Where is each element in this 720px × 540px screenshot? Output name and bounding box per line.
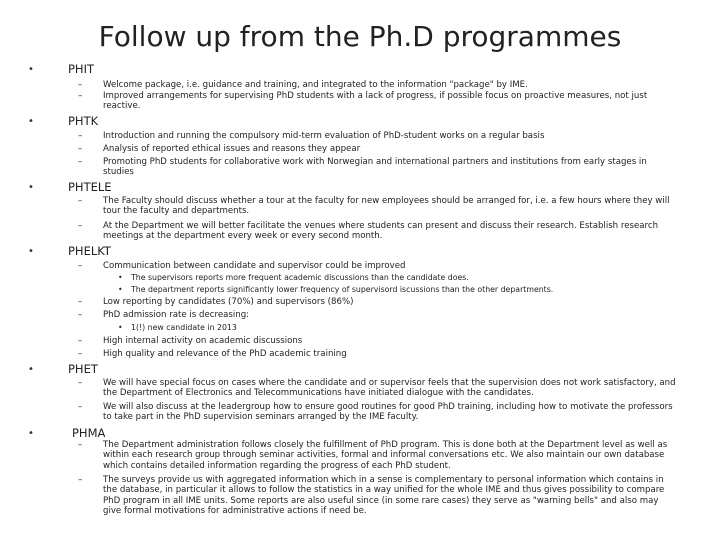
section-bullet: •: [28, 364, 34, 375]
section-bullet: •: [28, 428, 34, 439]
dash-marker: –: [78, 261, 83, 271]
item-text: The Department administration follows closely the fulfillment of PhD program. This is done both at the Department level as well as within each research group through seminar activities, formal and informal conversations etc. We also maintain our own database which contains detailed information regarding the progress of each PhD student.: [103, 440, 668, 471]
dash-marker: –: [78, 349, 83, 359]
section-heading: PHET: [68, 362, 98, 376]
sub-bullet: •: [118, 273, 123, 282]
list-item: [78, 378, 678, 399]
list-item: [78, 131, 678, 141]
section-heading: PHELKT: [68, 244, 111, 258]
dash-marker: –: [78, 336, 83, 346]
list-item: [78, 91, 678, 112]
section-heading: PHTELE: [68, 180, 112, 194]
dash-marker: –: [78, 440, 83, 450]
section-heading: PHIT: [68, 62, 94, 76]
item-text: The surveys provide us with aggregated information which in a sense is complementary to personal information which contains in the database, in particular it allows to follow the statistics in a way unified for the whole IME and thus gives possibility to compare PhD program in all IME units. Some reports are also useful since (in some rare cases) they serve as "warning bells" and also may give formal motivations for administrative actions if need be.: [103, 475, 665, 517]
sub-list-item: [118, 323, 678, 333]
dash-marker: –: [78, 297, 83, 307]
list-item: [78, 196, 678, 217]
item-text: Introduction and running the compulsory mid-term evaluation of PhD-student works on a regular basis: [103, 131, 545, 141]
item-text: Improved arrangements for supervising PhD students with a lack of progress, if possible focus on proactive measures, not just reactive.: [103, 91, 648, 112]
list-item: [78, 297, 678, 307]
list-item: [78, 475, 678, 517]
section-bullet: •: [28, 64, 34, 75]
sub-item-text: The department reports significantly lower frequency of supervisord iscussions than the other departments.: [131, 285, 554, 294]
list-item: [78, 310, 678, 320]
item-text: We will also discuss at the leadergroup how to ensure good routines for good PhD training, including how to motivate the professors to take part in the PhD supervision seminars arranged by the IME faculty.: [103, 402, 673, 423]
list-item: [78, 440, 678, 471]
section-bullet: •: [28, 116, 34, 127]
item-text: Promoting PhD students for collaborative work with Norwegian and international partners and institutions from early stages in studies: [103, 157, 647, 178]
dash-marker: –: [78, 402, 83, 412]
list-item: [78, 336, 678, 346]
item-text: PhD admission rate is decreasing:: [103, 310, 250, 320]
list-item: [78, 261, 678, 271]
list-item: [78, 144, 678, 154]
dash-marker: –: [78, 80, 83, 90]
sub-item-text: 1(!) new candidate in 2013: [131, 323, 237, 332]
list-item: [78, 80, 678, 90]
dash-marker: –: [78, 378, 83, 388]
list-item: [78, 221, 678, 242]
dash-marker: –: [78, 475, 83, 485]
section-bullet: •: [28, 182, 34, 193]
dash-marker: –: [78, 221, 83, 231]
sub-bullet: •: [118, 285, 123, 294]
item-text: The Faculty should discuss whether a tour at the faculty for new employees should be arranged for, i.e. a few hours where they will tour the faculty and departments.: [103, 196, 670, 217]
sub-list-item: [118, 285, 678, 295]
sub-item-text: The supervisors reports more frequent academic discussions than the candidate does.: [131, 273, 469, 282]
sub-list-item: [118, 273, 678, 283]
sub-bullet: •: [118, 323, 123, 332]
section-heading: PHMA: [72, 426, 106, 440]
section-heading: PHTK: [68, 114, 99, 128]
item-text: At the Department we will better facilitate the venues where students can present and discuss their research. Establish research meetings at the department every week or every second month.: [103, 221, 659, 242]
item-text: Communication between candidate and supervisor could be improved: [103, 261, 406, 271]
dash-marker: –: [78, 157, 83, 167]
item-text: We will have special focus on cases where the candidate and or supervisor feels that the supervision does not work satisfactory, and the Department of Electronics and Telecommunications have initiated dialogue with the candidates.: [103, 378, 676, 399]
dash-marker: –: [78, 131, 83, 141]
dash-marker: –: [78, 310, 83, 320]
item-text: High internal activity on academic discussions: [103, 336, 303, 346]
dash-marker: –: [78, 196, 83, 206]
page-title: Follow up from the Ph.D programmes: [98, 20, 622, 53]
item-text: Low reporting by candidates (70%) and supervisors (86%): [103, 297, 354, 307]
dash-marker: –: [78, 91, 83, 101]
list-item: [78, 157, 678, 178]
item-text: Welcome package, i.e. guidance and training, and integrated to the information "package" by IME.: [103, 80, 528, 90]
section-bullet: •: [28, 246, 34, 257]
dash-marker: –: [78, 144, 83, 154]
item-text: Analysis of reported ethical issues and reasons they appear: [103, 144, 361, 154]
list-item: [78, 349, 678, 359]
item-text: High quality and relevance of the PhD academic training: [103, 349, 347, 359]
list-item: [78, 402, 678, 423]
